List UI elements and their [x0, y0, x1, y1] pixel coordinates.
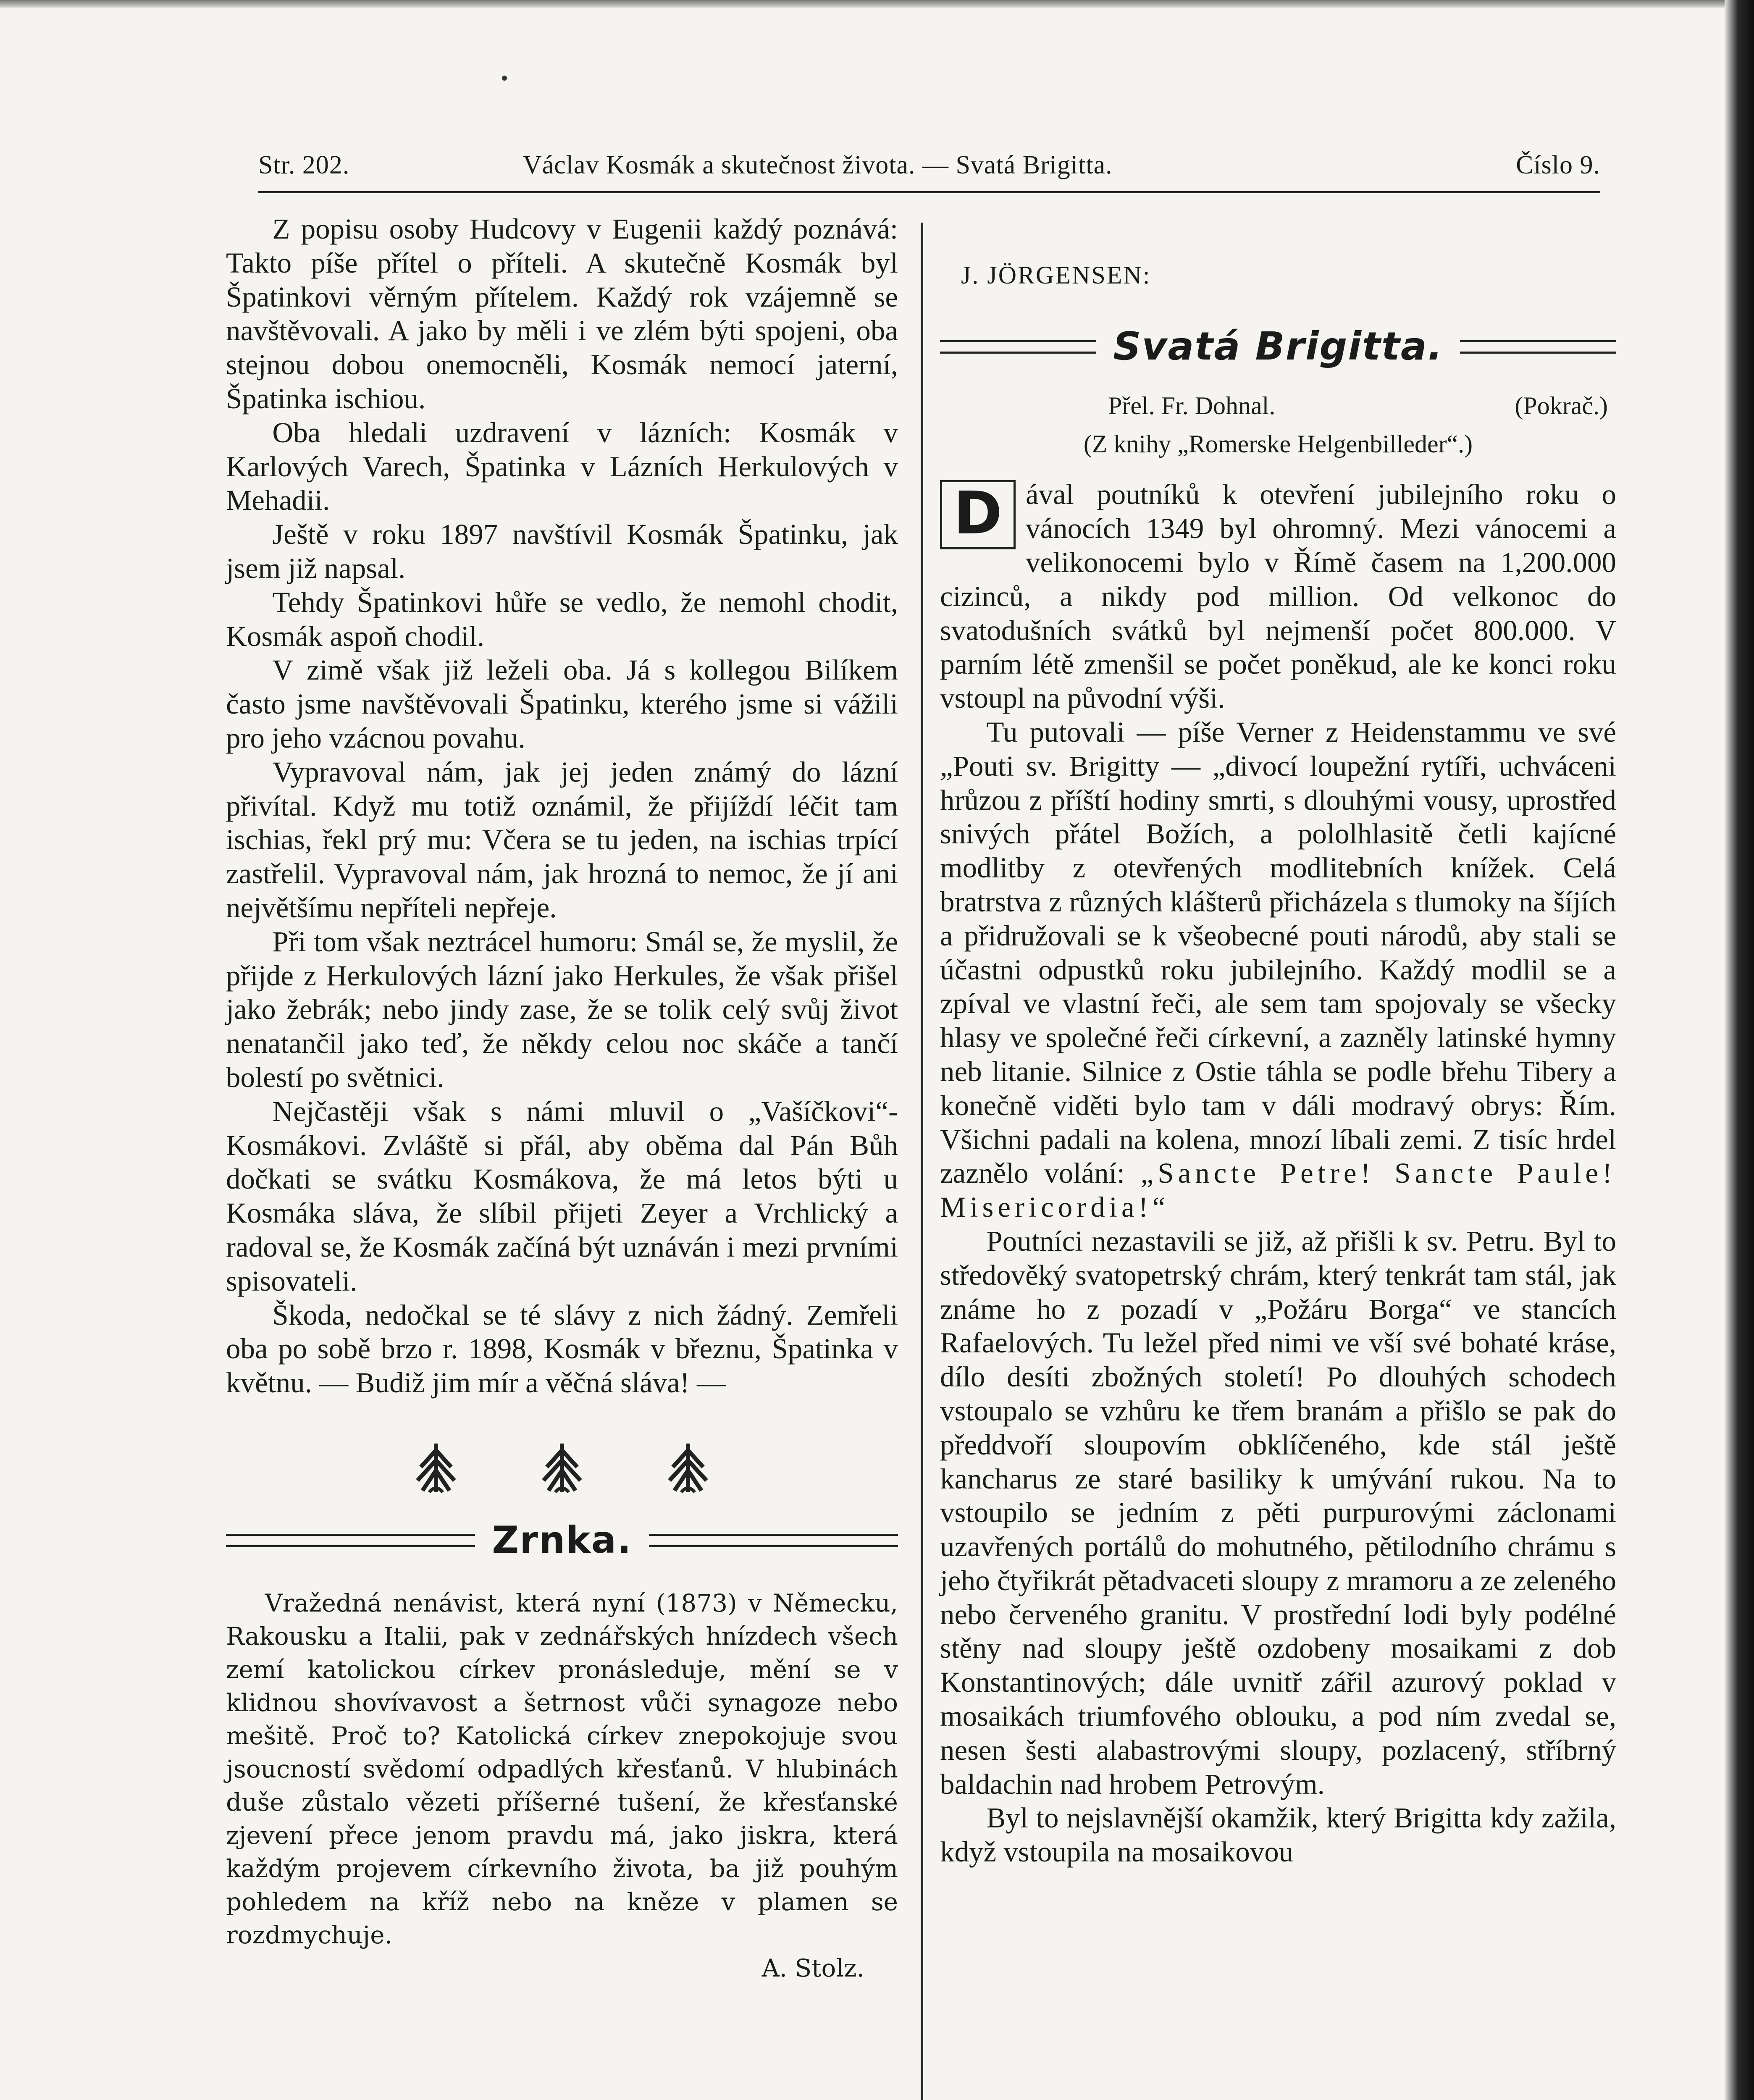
translator: Přel. Fr. Dohnal. [1108, 391, 1276, 420]
leaf-ornament-icon [663, 1442, 713, 1496]
title-rule-right [1460, 340, 1616, 354]
zrnka-heading [226, 1515, 898, 1566]
left-column [226, 212, 898, 1985]
article-author: J. JÖRGENSEN: [961, 261, 1151, 289]
paragraph: Škoda, nedočkal se té slávy z nich žádný. Zemřeli oba po sobě brzo r. 1898, Kosmák v březnu, Špatinka v květnu. — Budiž jim mír a věčná sláva! — [226, 1299, 898, 1399]
leaf-ornament-icon [537, 1442, 587, 1496]
paragraph: Oba hledali uzdravení v lázních: Kosmák v Karlových Varech, Špatinka v Lázních Herkulových v Mehadii. [226, 416, 898, 517]
leaf-ornament-icon [411, 1442, 461, 1496]
paragraph: Nejčastěji však s námi mluvil o „Vašíčkovi“-Kosmákovi. Zvláště si přál, aby oběma dal Pán Bůh dočkati se svátku Kosmákova, že má letos býti u Kosmáka sláva, že slíbil přijeti Zeyer a Vrchlický a radoval se, že Kosmák začíná být uznáván i mezi prvními spisovateli. [226, 1095, 898, 1297]
paragraph [940, 715, 1616, 1224]
translator-line [940, 389, 1616, 423]
title-rule-left [226, 1534, 475, 1547]
paragraph: Poutníci nezastavili se již, až přišli k sv. Petru. Byl to středověký svatopetrský chrám, který tenkrát tam stál, jak známe ho z pozadí v „Požáru Borga“ ve stancích Rafaelových. Tu ležel před nimi ve vší své bohaté kráse, dílo desíti zbožných století! Po dlouhých schodech vstoupalo se vzhůru ke třem branám a přišlo se pak do předdvoří sloupovím obklíčeného, kde stál ještě kancharus ze staré basiliky k umývání rukou. Na to vstoupilo se jedním z pěti purpurovými záclonami uzavřených portálů do mohutného, pětilodního chrámu s jeho čtyřikrát pětadvaceti sloupy z mramoru a ze zeleného nebo červeného granitu. V prostřední lodi byly podélné stěny nad sloupy ještě ozdobeny mosaikami z dob Konstantinových; dále uvnitř zářil azurový poklad v mosaikách triumfového oblouku, a pod ním zvedal se, nesen šesti alabastrovými sloupy, pozlacený, stříbrný baldachin nad hrobem Petrovým. [940, 1225, 1616, 1800]
brigitta-heading [940, 322, 1616, 372]
header-rule [258, 191, 1600, 193]
zrnka-text-block [226, 1587, 898, 1985]
latin-exclamation: „Sancte Petre! Sancte Paule! Misericordia!“ [940, 1157, 1616, 1223]
zrnka-title: Zrnka. [492, 1518, 632, 1562]
paragraph: Byl to nejslavnější okamžik, který Brigitta kdy zažila, když vstoupila na mosaikovou [940, 1802, 1616, 1868]
scan-speck [502, 76, 507, 81]
signature-line [226, 1952, 898, 1985]
paragraph: Vypravoval nám, jak jej jeden známý do lázní přivítal. Když mu totiž oznámil, že přijíždí léčit tam ischias, řekl prý mu: Včera se tu jeden, na ischias trpící zastřelil. Vypravoval nám, jak hrozná to nemoc, že jí ani největšímu nepříteli nepřeje. [226, 756, 898, 924]
source-note: (Z knihy „Romerske Helgenbilleder“.) [1083, 430, 1473, 458]
paragraph: Ještě v roku 1897 navštívil Kosmák Špatinku, jak jsem již napsal. [226, 518, 898, 584]
title-rule-left [940, 340, 1096, 354]
zrnka-author: A. Stolz. [761, 1953, 864, 1982]
paragraph: V zimě však již leželi oba. Já s kollegou Bilíkem často jsme navštěvovali Špatinku, kterého jsme si vážili pro jeho vzácnou povahu. [226, 654, 898, 754]
zrnka-paragraph: Vražedná nenávist, která nyní (1873) v Německu, Rakousku a Italii, pak v zednářských hnízdech všech zemí katolickou církev pronásleduje, mění se v klidnou shovívavost a šetrnost vůči synagoze nebo mešitě. Proč to? Katolická církev znepokojuje svou jsoucností svědomí odpadlých křesťanů. V hlubinách duše zůstalo vězeti příšerné tušení, že křesťanské zjevení přece jenom pravdu má, jako jiskra, která každým projevem církevního života, ba již pouhým pohledem na kříž nebo na kněze v plamen se rozdmychuje. [226, 1588, 898, 1949]
column-divider [921, 223, 923, 2100]
scan-right-edge [1725, 0, 1754, 2100]
running-header [258, 142, 1600, 192]
right-column [940, 212, 1616, 1869]
scan-top-edge [0, 0, 1754, 8]
paragraph: Při tom však neztrácel humoru: Smál se, že myslil, že přijde z Herkulových lázní jako Herkules, že však přišel jako žebrák; nebo jindy zase, že se tolik celý svůj život nenatančil jako teď, že někdy celou noc skáče a tančí bolestí po světnici. [226, 925, 898, 1093]
article-title: Svatá Brigitta. [1113, 324, 1443, 369]
dropcap-letter: D [940, 480, 1016, 549]
paragraph: Z popisu osoby Hudcovy v Eugenii každý poznává: Takto píše přítel o příteli. A skutečně Kosmák byl Špatinkovi věrným přítelem. Každý rok vzájemně se navštěvovali. A jako by měli i ve zlém býti spojeni, oba stejnou dobou onemocněli, Kosmák nemocí jaterní, Špatinka ischiou. [226, 213, 898, 415]
continuation-note: (Pokrač.) [1515, 391, 1608, 420]
issue-number: Číslo 9. [1516, 151, 1600, 179]
section-ornaments [226, 1400, 898, 1515]
paragraph-text: ával poutníků k otevření jubilejního roku o vánocích 1349 byl ohromný. Mezi vánocemi a velikonocemi bylo v Římě časem na 1,200.000 cizinců, a nikdy pod million. Od velkonoc do svatodušních svátků byl nejmenší počet 800.000. V parním létě zmenšil se počet poněkud, ale ke konci roku vstoupl na původní výši. [940, 478, 1616, 714]
page-number: Str. 202. [258, 151, 350, 179]
paragraph: Tehdy Špatinkovi hůře se vedlo, že nemohl chodit, Kosmák aspoň chodil. [226, 586, 898, 652]
paragraph-with-dropcap [940, 478, 1616, 715]
paragraph-text: Tu putovali — píše Verner z Heidenstammu ve své „Pouti sv. Brigitty — „divocí loupežní rytíři, uchváceni hrůzou z příští hodiny smrti, s dlouhými vousy, uprostřed snivých přátel Božích, a pololhlasitě četli kajícné modlitby z otevřených modlitebních knížek. Celá bratrstva z různých klášterů přicházela s tlumoky na šíjích a přidružovali se k všeobecné pouti národů, aby stali se účastni odpustků roku jubilejního. Každý modlil se a zpíval ve vlastní řeči, ale sem tam spojovaly se všecky hlasy ve společné řeči církevní, a zazněly latinské hymny neb litanie. Silnice z Ostie táhla se podle břehu Tibery a konečně viděti bylo tam v dáli modravý obrys: Řím. Všichni padali na kolena, mnozí líbali zemi. Z tisíc hrdel zaznělo volání: [940, 716, 1616, 1189]
running-title: Václav Kosmák a skutečnost života. — Svatá Brigitta. [523, 151, 1113, 179]
title-rule-right [649, 1534, 898, 1547]
